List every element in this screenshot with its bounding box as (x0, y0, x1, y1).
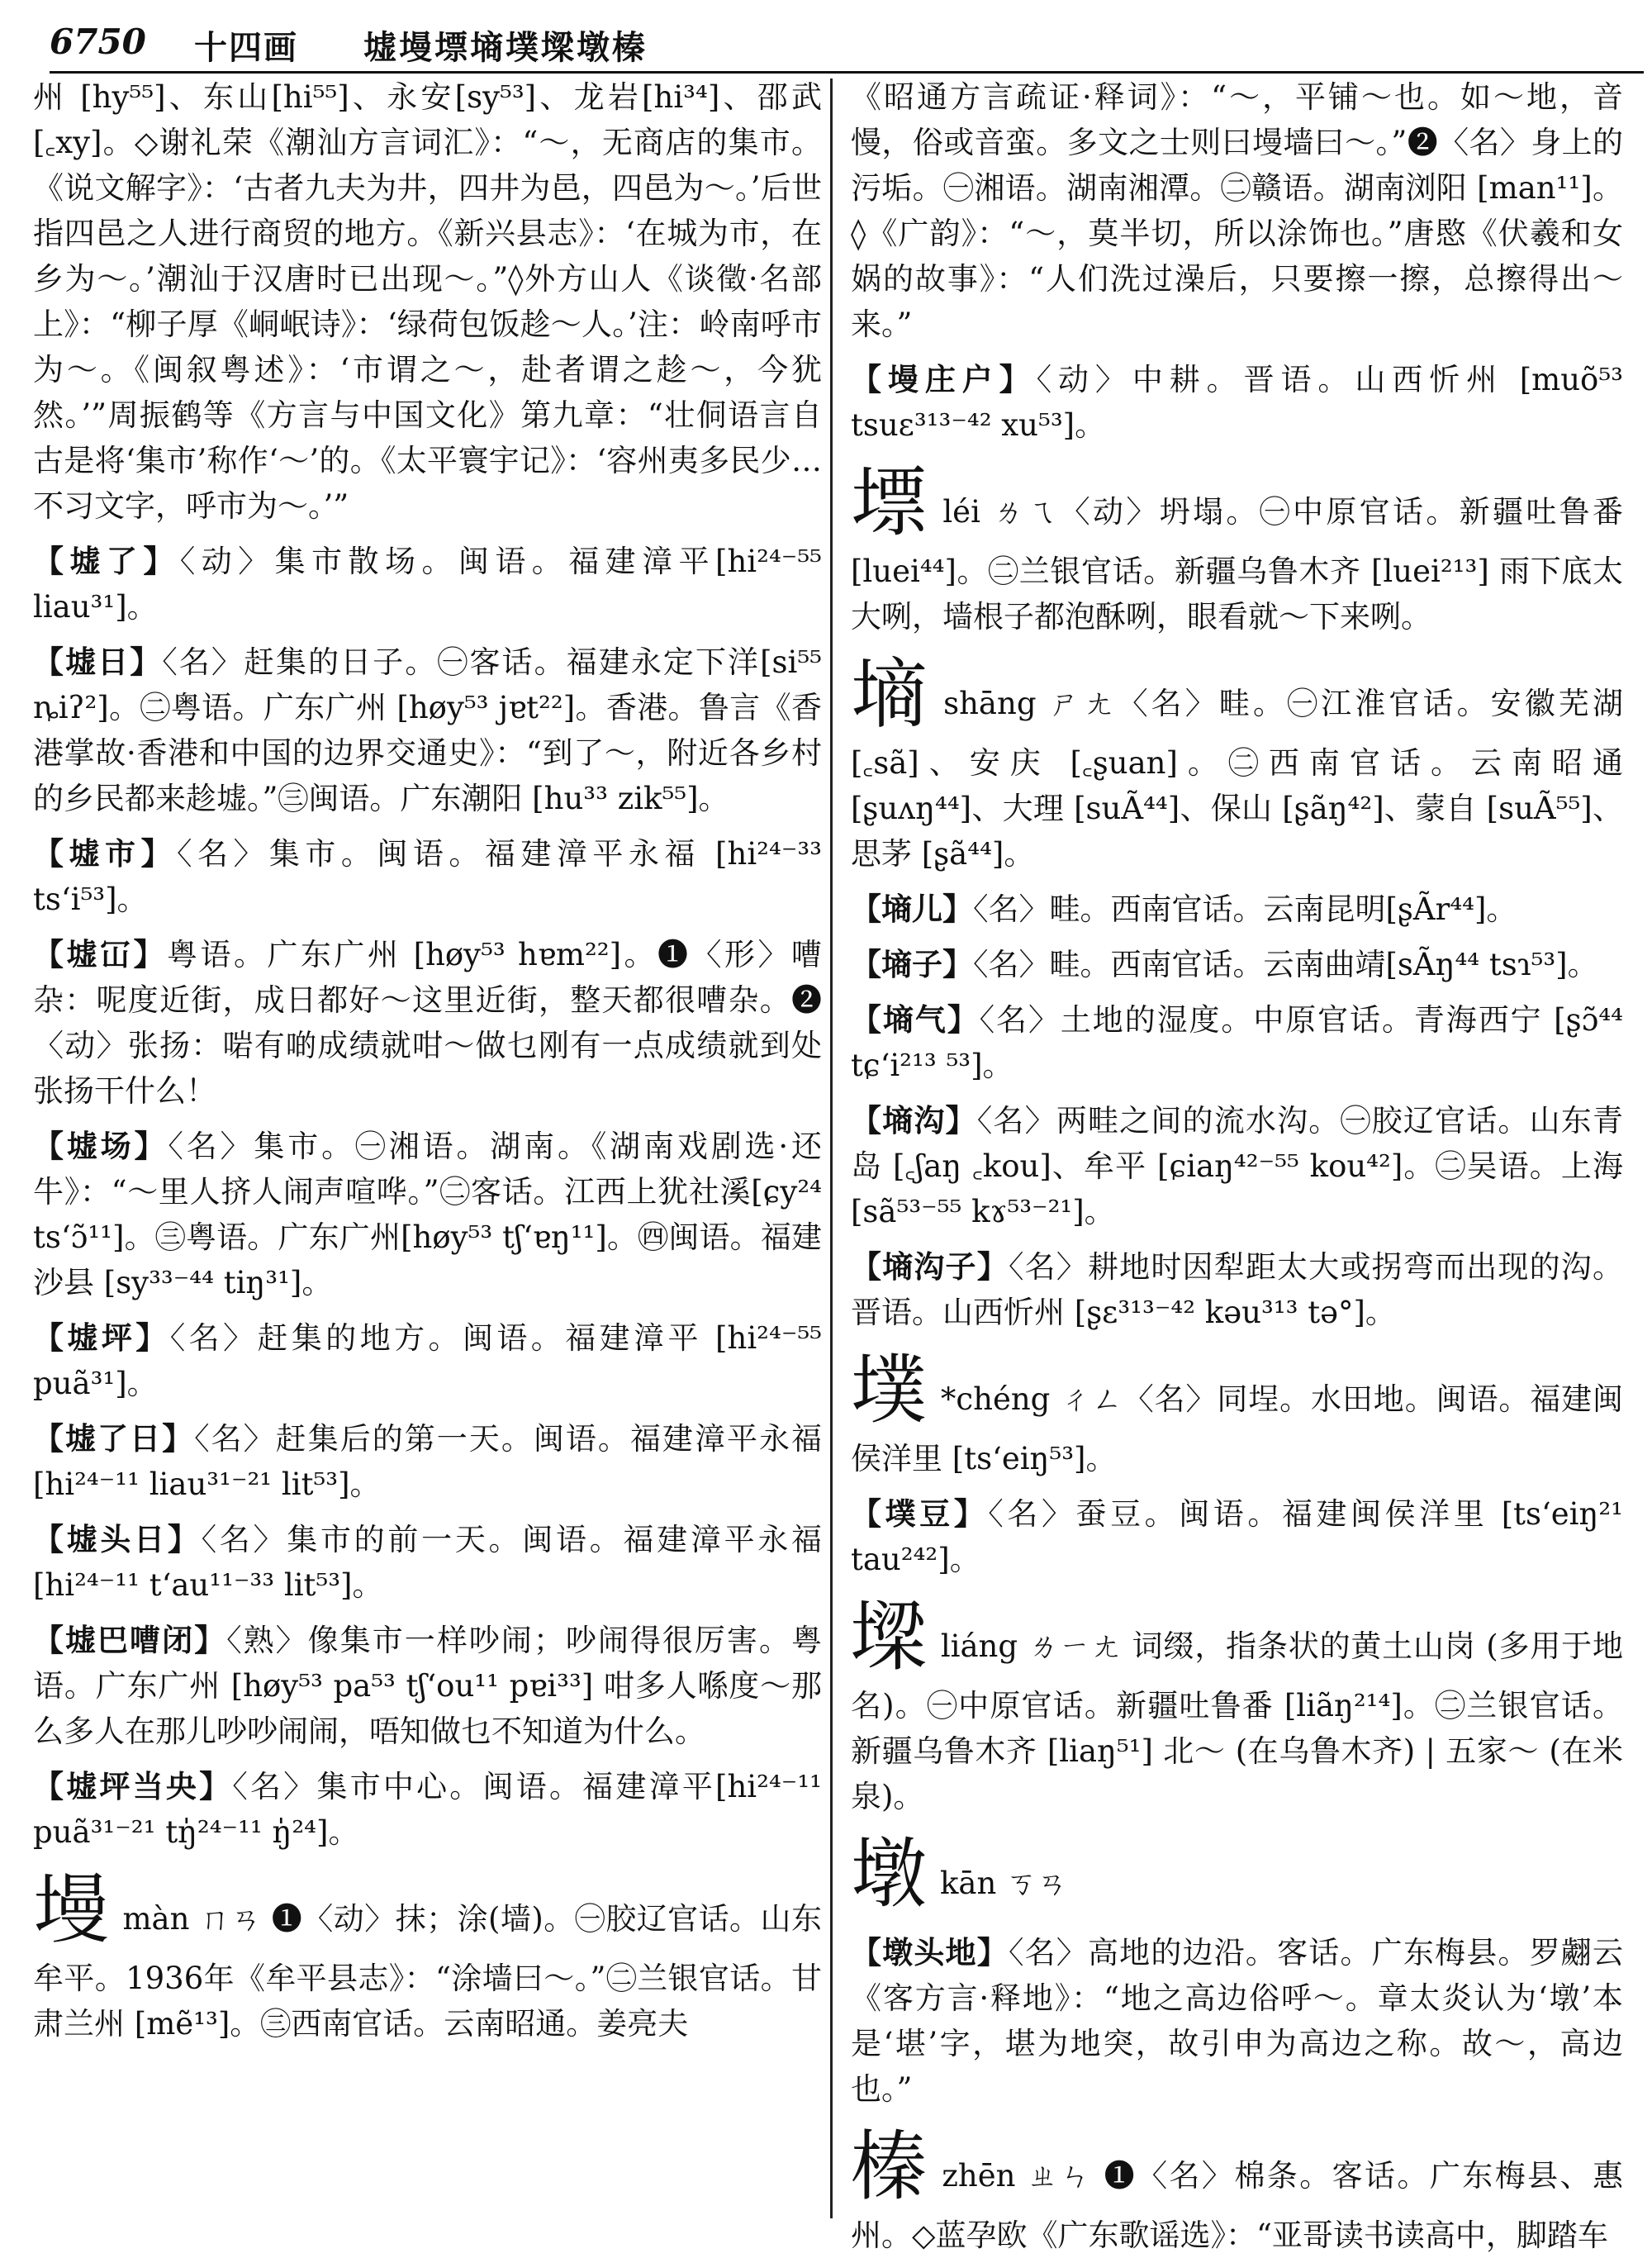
dictionary-entry (33, 932, 822, 1114)
entry-text: léi ㄌㄟ〈动〉坍塌。㊀中原官话。新疆吐鲁番 [luei⁴⁴]。㊁兰银官话。新疆乌鲁木齐 [luei²¹³] 雨下底太大咧，墙根子都泡酥咧，眼看就～下来咧。 (851, 494, 1623, 635)
entry-term: 【墒沟子】 (851, 1248, 1009, 1285)
dictionary-entry (33, 1315, 822, 1406)
entry-term: 【墒气】 (851, 1001, 980, 1038)
headword-entry (851, 1592, 1623, 1819)
entry-text: 《昭通方言疏证·释词》：“～，平铺～也。如～地，音慢，俗或音蛮。多文之士则曰墁墙曰～。”❷〈名〉身上的污垢。㊀湘语。湖南湘潭。㊁赣语。湖南浏阳 [man¹¹]。◊《广韵》：“～，莫半切，所以涂饰也。”唐愍《伏羲和女娲的故事》：“人们洗过澡后，只要擦一擦，总擦得出～来。” (851, 79, 1623, 342)
entry-text: liáng ㄌㄧㄤ 词缀，指条状的黄土山岗 (多用于地名)。㊀中原官话。新疆吐鲁番 [liãŋ²¹⁴]。㊁兰银官话。新疆乌鲁木齐 [liaŋ⁵¹] 北～ (在乌鲁木齐) | 五家～ (在米泉)。 (851, 1628, 1623, 1814)
entry-text: zhēn ㄓㄣ ❶〈名〉棉条。客话。广东梅县、惠州。◇蓝孕欧《广东歌谣选》：“亚哥读书读高中，脚踏车 (851, 2158, 1623, 2253)
headword-entry (851, 458, 1623, 639)
headword-entry (851, 649, 1623, 877)
entry-term: 【墟了日】 (33, 1420, 195, 1457)
header-rule (50, 71, 1644, 74)
entry-term: 【墒子】 (851, 946, 973, 982)
entry-text: 〈名〉集市中心。闽语。福建漳平[hi²⁴⁻¹¹ puã³¹⁻²¹ tŋ̍²⁴⁻¹¹ ŋ̍²⁴]。 (33, 1769, 822, 1850)
headword-character: 墂 (851, 459, 930, 547)
entry-text: 〈名〉集市的前一天。闽语。福建漳平永福[hi²⁴⁻¹¹ t‘au¹¹⁻³³ lit⁵³]。 (33, 1522, 823, 1603)
entry-term: 【墒沟】 (851, 1102, 977, 1139)
entry-text: shāng ㄕㄤ〈名〉畦。㊀江淮官话。安徽芜湖 [꜀sã]、安庆 [꜀ʂuan]。㊁西南官话。云南昭通 [ʂuʌŋ⁴⁴]、大理 [suÃ⁴⁴]、保山 [ʂãŋ⁴²]、蒙自 [suÃ⁵⁵]、思茅 [ʂã⁴⁴]。 (851, 686, 1623, 872)
entry-term: 【墟巴嘈闭】 (33, 1622, 227, 1658)
entry-text: 〈名〉赶集后的第一天。闽语。福建漳平永福 [hi²⁴⁻¹¹ liau³¹⁻²¹ lit⁵³]。 (33, 1421, 823, 1502)
entry-text: 〈熟〉像集市一样吵闹；吵闹得很厉害。粤语。广东广州 [høy⁵³ pa⁵³ tʃ‘ou¹¹ pɐi³³] 咁多人喺度～那么多人在那儿吵吵闹闹，唔知做乜不知道为什么。 (33, 1623, 822, 1749)
headword-entry (33, 1865, 822, 2046)
header-characters: 墟墁墂墒墣墚墩榛 (363, 28, 648, 67)
dictionary-entry (33, 1618, 822, 1754)
entry-text: màn ㄇㄢ ❶〈动〉抹；涂(墙)。㊀胶辽官话。山东牟平。1936年《牟平县志》：“涂墙曰～。”㊁兰银官话。甘肃兰州 [mẽ¹³]。㊂西南官话。云南昭通。姜亮夫 (33, 1901, 822, 2042)
entry-text: 〈名〉两畦之间的流水沟。㊀胶辽官话。山东青岛 [꜀ʃaŋ ꜀kou]、牟平 [ɕiaŋ⁴²⁻⁵⁵ kou⁴²]。㊁吴语。上海 [sã⁵³⁻⁵⁵ kɤ⁵³⁻²¹]。 (851, 1103, 1623, 1229)
entry-term: 【墟冚】 (33, 936, 167, 972)
entry-text: 〈名〉赶集的地方。闽语。福建漳平 [hi²⁴⁻⁵⁵ puã³¹]。 (33, 1320, 823, 1401)
entry-term: 【墁庄户】 (851, 361, 1037, 397)
dictionary-entry (33, 1764, 822, 1855)
entry-text: 〈名〉集市。㊀湘语。湖南。《湖南戏剧选·还牛》：“～里人挤人闹声喧哗。”㊁客话。江西上犹社溪[ɕy²⁴ ts‘ɔ̃¹¹]。㊂粤语。广东广州[høy⁵³ tʃ‘ɐŋ¹¹]。㊃闽语。福建沙县 [sy³³⁻⁴⁴ tiŋ³¹]。 (33, 1129, 822, 1300)
dictionary-entry (33, 1517, 822, 1608)
page-number: 6750 (50, 21, 146, 62)
entry-text: 〈名〉耕地时因犁距太大或拐弯而出现的沟。晋语。山西忻州 [ʂɛ³¹³⁻⁴² kəu³¹³ tə°]。 (851, 1249, 1623, 1330)
headword-character: 墁 (33, 1866, 110, 1954)
entry-term: 【墒儿】 (851, 891, 973, 927)
left-column (33, 74, 822, 2222)
entry-text: 〈名〉高地的边沿。客话。广东梅县。罗翽云《客方言·释地》：“地之高边俗呼～。章太炎认为‘墩’本是‘堪’字，堪为地突，故引申为高边之称。故～，高边也。” (851, 1935, 1623, 2107)
entry-text: 州 [hy⁵⁵]、东山[hi⁵⁵]、永安[sy⁵³]、龙岩[hi³⁴]、邵武 [꜀xy]。◇谢礼荣《潮汕方言词汇》：“～，无商店的集市。《说文解字》：‘古者九夫为井，四井为邑，四邑为～。’后世指四邑之人进行商贸的地方。《新兴县志》：‘在城为市，在乡为～。’潮汕于汉唐时已出现～。”◊外方山人《谈徵·名部上》：“柳子厚《峒岷诗》：‘绿荷包饭趁～人。’注：岭南呼市为～。《闽叙粤述》：‘市谓之～，赴者谓之趁～，今犹然。’”周振鹤等《方言与中国文化》第九章：“壮侗语言自古是将‘集市’称作‘～’的。《太平寰宇记》：‘容州夷多民少…不习文字，呼市为～。’” (33, 79, 822, 524)
right-column (851, 74, 1623, 2253)
headword-character: 墩 (851, 1830, 928, 1918)
entry-text: 〈名〉赶集的日子。㊀客话。福建永定下洋[si⁵⁵ ȵiʔ²]。㊁粤语。广东广州 [høy⁵³ jɐt²²]。香港。鲁言《香港掌故·香港和中国的边界交通史》：“到了～，附近各乡村的乡民都来趁墟。”㊂闽语。广东潮阳 [hu³³ zik⁵⁵]。 (33, 644, 823, 816)
entry-text: *chéng ㄔㄥ〈名〉同埕。水田地。闽语。福建闽侯洋里 [ts‘eiŋ⁵³]。 (851, 1381, 1623, 1476)
dictionary-entry (33, 539, 822, 630)
entry-text: kān ㄎㄢ (940, 1866, 1068, 1901)
dictionary-entry (851, 357, 1623, 448)
entry-text: 〈名〉畦。西南官话。云南曲靖[sÃŋ⁴⁴ tsɿ⁵³]。 (973, 947, 1598, 982)
headword-entry (851, 2122, 1623, 2258)
entry-text: 〈名〉土地的湿度。中原官话。青海西宁 [ʂɔ̃⁴⁴ tɕ‘i²¹³ ⁵³]。 (851, 1002, 1623, 1083)
entry-text: 〈动〉中耕。晋语。山西忻州 [muõ⁵³ tsuɛ³¹³⁻⁴² xu⁵³]。 (851, 362, 1623, 443)
headword-character: 墚 (851, 1593, 928, 1681)
headword-entry (851, 1345, 1623, 1481)
entry-text: 〈名〉蚕豆。闽语。福建闽侯洋里 [ts‘eiŋ²¹ tau²⁴²]。 (851, 1496, 1623, 1577)
entry-text: 〈动〉集市散场。闽语。福建漳平[hi²⁴⁻⁵⁵ liau³¹]。 (33, 544, 822, 625)
entry-term: 【墩头地】 (851, 1934, 1009, 1970)
entry-term: 【墟日】 (33, 644, 163, 680)
entry-text: 〈名〉集市。闽语。福建漳平永福 [hi²⁴⁻³³ ts‘i⁵³]。 (33, 836, 823, 917)
dictionary-entry (33, 1416, 822, 1507)
dictionary-entry (851, 997, 1623, 1088)
continued-text (851, 74, 1623, 347)
dictionary-entry (33, 831, 822, 922)
dictionary-entry (851, 942, 1623, 987)
entry-term: 【墟了】 (33, 543, 180, 579)
headword-character: 墒 (851, 650, 931, 739)
headword-character: 榛 (851, 2123, 929, 2211)
entry-term: 【墟坪】 (33, 1319, 170, 1356)
page-header (50, 15, 1619, 73)
dictionary-entry (33, 639, 822, 821)
entry-text: 〈名〉畦。西南官话。云南昆明[ʂÃr⁴⁴]。 (973, 891, 1517, 927)
entry-term: 【墟市】 (33, 835, 177, 872)
dictionary-entry (851, 1244, 1623, 1335)
headword-entry (851, 1829, 1623, 1920)
dictionary-entry (851, 1930, 1623, 2112)
dictionary-entry (33, 1124, 822, 1305)
column-divider (830, 78, 833, 2218)
entry-text: 粤语。广东广州 [høy⁵³ hɐm²²]。❶〈形〉嘈杂：呢度近街，成日都好～这里近街，整天都很嘈杂。❷〈动〉张扬：啱有啲成绩就咁～做乜刚有一点成绩就到处张扬干什么！ (33, 937, 822, 1109)
entry-term: 【墟头日】 (33, 1521, 202, 1557)
dictionary-entry (851, 1491, 1623, 1582)
section-label: 十四画 (194, 28, 298, 67)
headword-character: 墣 (851, 1346, 928, 1434)
entry-term: 【墟场】 (33, 1128, 169, 1164)
entry-term: 【墣豆】 (851, 1495, 989, 1532)
dictionary-entry (851, 887, 1623, 932)
continued-text (33, 74, 822, 529)
dictionary-entry (851, 1098, 1623, 1234)
entry-term: 【墟坪当央】 (33, 1768, 233, 1804)
